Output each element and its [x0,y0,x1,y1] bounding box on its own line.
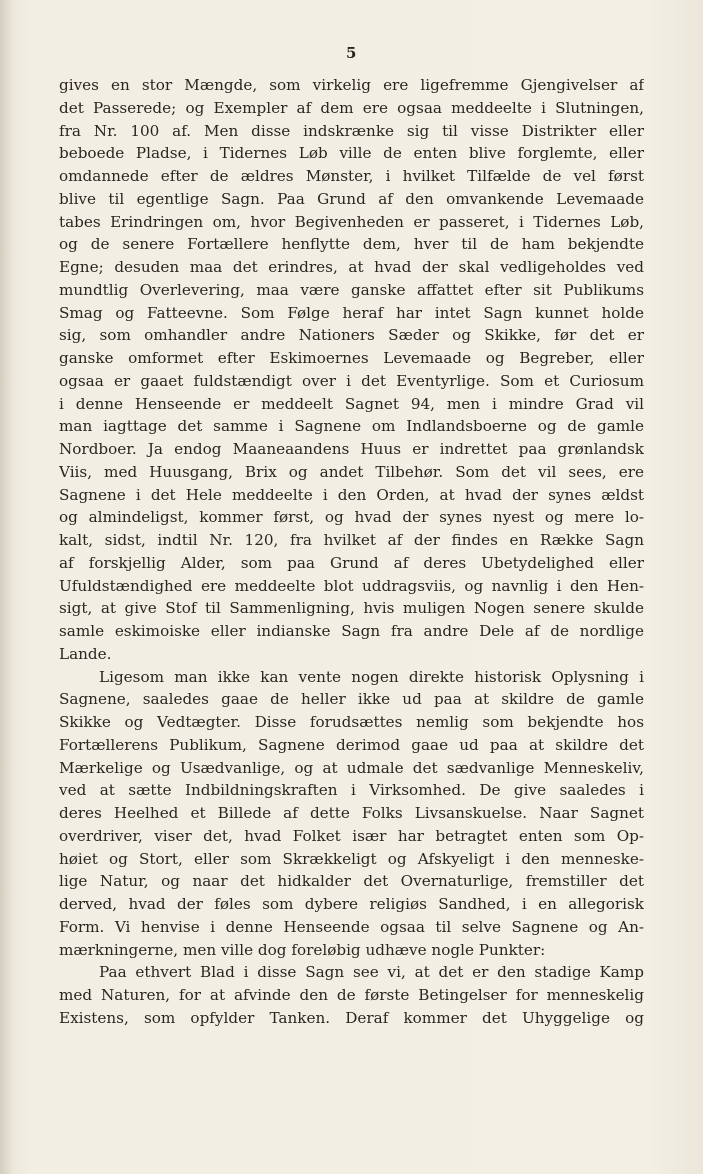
text-line: fra Nr. 100 af. Men disse indskrænke sig til visse Distrikter eller [59,121,644,140]
text-line: i denne Henseende er meddeelt Sagnet 94, men i mindre Grad vil [59,394,644,413]
text-line: sig, som omhandler andre Nationers Sæder og Skikke, før det er [59,326,644,345]
text-line: Nordboer. Ja endog Maaneaandens Huus er indrettet paa grønlandsk [59,440,644,458]
text-line: Sagnene, saaledes gaae de heller ikke ud paa at skildre de gamle [59,690,644,709]
text-line: Skikke og Vedtægter. Disse forudsættes nemlig som bekjendte hos [59,713,644,731]
text-line: tabes Erindringen om, hvor Begivenheden er passeret, i Tidernes Løb, [59,212,644,231]
text-line: lige Natur, og naar det hidkalder det Overnaturlige, fremstiller det [59,872,644,891]
text-line: Smag og Fatteevne. Som Følge heraf har intet Sagn kunnet holde [59,303,644,322]
text-line: Viis, med Huusgang, Brix og andet Tilbehør. Som det vil sees, ere [59,462,644,481]
text-line: med Naturen, for at afvinde den de første Betingelser for menneskelig [59,986,644,1004]
text-line-paragraph-end: Lande. [59,644,112,663]
text-line: af forskjellig Alder, som paa Grund af deres Ubetydelighed eller [59,553,644,572]
text-line-paragraph-end: mærkningerne, men ville dog foreløbig udhæve nogle Punkter: [59,940,546,959]
text-line: man iagttage det samme i Sagnene om Indlandsboerne og de gamle [59,417,644,436]
text-line: ved at sætte Indbildningskraften i Virksomhed. De give saaledes i [59,781,644,800]
text-line: sigt, at give Stof til Sammenligning, hvis muligen Nogen senere skulde [59,599,644,618]
page-gutter-shadow [0,0,14,1174]
text-line: omdannede efter de ældres Mønster, i hvilket Tilfælde de vel først [59,167,644,185]
text-line: beboede Pladse, i Tidernes Løb ville de enten blive forglemte, eller [59,144,644,163]
text-line: Sagnene i det Hele meddeelte i den Orden, at hvad der synes ældst [59,485,644,504]
text-line: overdriver, viser det, hvad Folket især har betragtet enten som Op- [59,826,644,845]
text-line: og de senere Fortællere henflytte dem, hver til de ham bekjendte [59,235,644,254]
text-line: Ufuldstændighed ere meddeelte blot uddragsviis, og navnlig i den Hen- [59,576,644,595]
text-line: Fortællerens Publikum, Sagnene derimod gaae ud paa at skildre det [59,735,644,754]
body-text [59,74,644,1030]
text-line: Existens, som opfylder Tanken. Deraf kommer det Uhyggelige og [59,1008,644,1027]
text-line: og almindeligst, kommer først, og hvad der synes nyest og mere lo- [59,508,644,527]
text-line: ogsaa er gaaet fuldstændigt over i det Eventyrlige. Som et Curiosum [59,371,644,390]
text-line-paragraph-start: Paa ethvert Blad i disse Sagn see vi, at det er den stadige Kamp [99,963,644,982]
text-line: det Passerede; og Exempler af dem ere ogsaa meddeelte i Slutningen, [59,98,644,117]
text-line: samle eskimoiske eller indianske Sagn fra andre Dele af de nordlige [59,622,644,640]
text-line: kalt, sidst, indtil Nr. 120, fra hvilket af der findes en Række Sagn [59,531,644,549]
text-line: Mærkelige og Usædvanlige, og at udmale det sædvanlige Menneskeliv, [59,758,644,777]
page-number: 5 [346,44,357,62]
text-line-paragraph-start: Ligesom man ikke kan vente nogen direkte historisk Oplysning i [99,667,644,686]
text-line: Form. Vi henvise i denne Henseende ogsaa til selve Sagnene og An- [59,917,644,936]
text-line: gives en stor Mængde, som virkelig ere ligefremme Gjengivelser af [59,76,644,94]
text-line: blive til egentlige Sagn. Paa Grund af den omvankende Levemaade [59,189,644,208]
text-line: ganske omformet efter Eskimoernes Levemaade og Begreber, eller [59,349,644,367]
text-line: høiet og Stort, eller som Skrækkeligt og Afskyeligt i den menneske- [59,849,644,868]
text-line: mundtlig Overlevering, maa være ganske affattet efter sit Publikums [59,280,644,299]
text-line: deres Heelhed et Billede af dette Folks Livsanskuelse. Naar Sagnet [59,804,644,822]
text-line: derved, hvad der føles som dybere religiøs Sandhed, i en allegorisk [59,895,644,913]
text-line: Egne; desuden maa det erindres, at hvad der skal vedligeholdes ved [59,258,644,276]
